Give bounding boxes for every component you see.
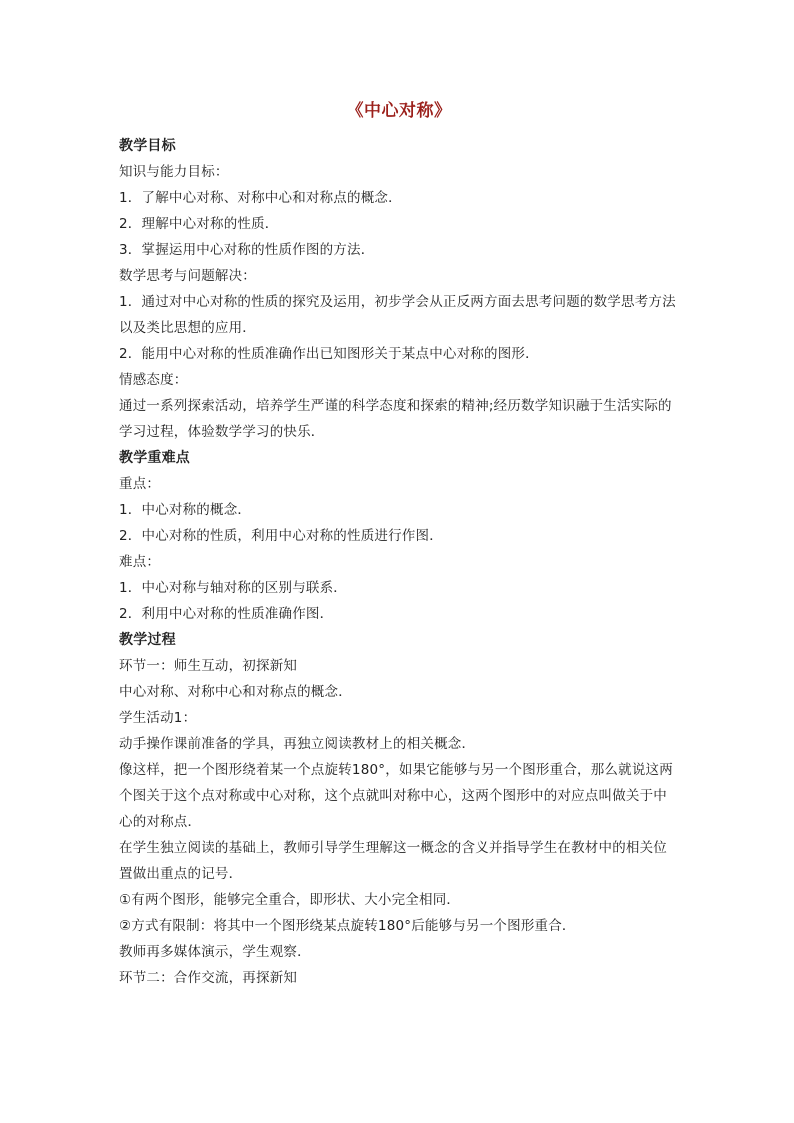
document-page [119, 97, 679, 991]
paragraph: ②方式有限制：将其中一个图形绕某点旋转180°后能够与另一个图形重合． [119, 918, 576, 934]
paragraph: 情感态度： [119, 372, 188, 388]
paragraph: 1．中心对称与轴对称的区别与联系． [119, 580, 347, 596]
paragraph: 学生活动1： [119, 710, 197, 726]
paragraph: 重点： [119, 476, 161, 492]
section-heading-teaching-process: 教学过程 [119, 632, 176, 648]
paragraph: 像这样，把一个图形绕着某一个点旋转180°，如果它能够与另一个图形重合，那么就说这两个图关于这个点对称或中心对称，这个点就叫对称中心，这两个图形中的对应点叫做关于中心的对称点． [119, 762, 673, 830]
paragraph: 难点： [119, 554, 161, 570]
paragraph: 中心对称、对称中心和对称点的概念． [119, 684, 352, 700]
section-heading-teaching-goals: 教学目标 [119, 138, 176, 154]
paragraph: 环节一：师生互动，初探新知 [119, 658, 298, 674]
paragraph: 动手操作课前准备的学具，再独立阅读教材上的相关概念． [119, 736, 476, 752]
paragraph: 通过一系列探索活动，培养学生严谨的科学态度和探索的精神;经历数学知识融于生活实际的学习过程，体验数学学习的快乐． [119, 398, 672, 440]
paragraph: 在学生独立阅读的基础上，教师引导学生理解这一概念的含义并指导学生在教材中的相关位置做出重点的记号． [119, 840, 667, 882]
paragraph: 数学思考与问题解决： [119, 268, 256, 284]
paragraph: 知识与能力目标： [119, 164, 229, 180]
paragraph: 环节二：合作交流，再探新知 [119, 970, 298, 986]
paragraph: ①有两个图形，能够完全重合，即形状、大小完全相同． [119, 892, 461, 908]
paragraph: 1．中心对称的概念． [119, 502, 252, 518]
paragraph: 3．掌握运用中心对称的性质作图的方法． [119, 242, 375, 258]
paragraph: 1．了解中心对称、对称中心和对称点的概念． [119, 190, 402, 206]
paragraph: 教师再多媒体演示，学生观察． [119, 944, 311, 960]
paragraph: 2．能用中心对称的性质准确作出已知图形关于某点中心对称的图形． [119, 346, 539, 362]
document-title: 《中心对称》 [346, 101, 452, 121]
paragraph: 2．利用中心对称的性质准确作图． [119, 606, 334, 622]
paragraph: 1．通过对中心对称的性质的探究及运用，初步学会从正反两方面去思考问题的数学思考方法以及类比思想的应用． [119, 294, 676, 336]
paragraph: 2．中心对称的性质，利用中心对称的性质进行作图． [119, 528, 443, 544]
section-heading-key-difficulties: 教学重难点 [119, 450, 190, 466]
paragraph: 2．理解中心对称的性质． [119, 216, 279, 232]
